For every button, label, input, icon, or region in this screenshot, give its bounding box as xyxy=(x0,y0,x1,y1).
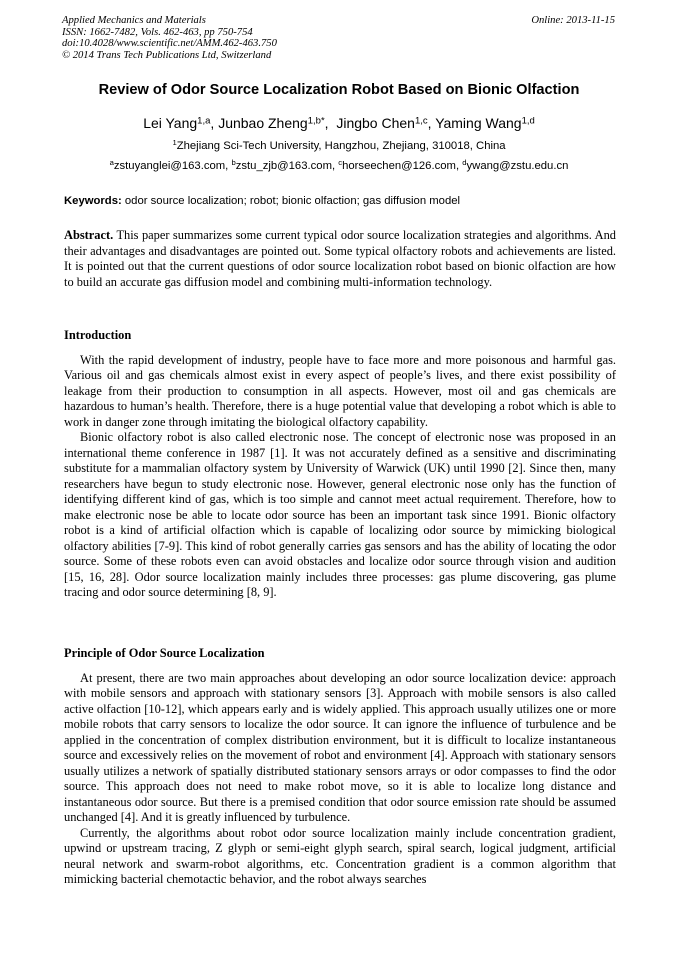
copyright-line: © 2014 Trans Tech Publications Ltd, Switzerland xyxy=(62,49,272,61)
paragraph: At present, there are two main approaches about developing an odor source localization device: approach with mobile sensors and approach with stationary sensors [3]. Approach with mobile sensors is also called active olfaction [10-12], which appears early and is widely applied. This approach usually utilizes one or more mobile robots that carry sensors to localize the odor source. It can ignore the influence of turbulence and be applied in the concentration of complex distribution environment, but it is difficult to localize instantaneous source and excessively relies on the movement of robot and environment [4]. Approach with stationary sensors usually utilizes a network of spatially distributed stationary sensors arrays or odor compasses to find the odor source. This approach does not need to make robot move, so it is able to localize long distance and instantaneous odor source. But there is a premised condition that odor source emission rate should be assumed unchanged [4]. And it is greatly influenced by turbulence. xyxy=(64,670,616,824)
affiliation: $^1$Zhejiang Sci-Tech University, Hangzhou, Zhejiang, 310018, China xyxy=(172,138,506,152)
abstract-label: Abstract. xyxy=(64,228,114,242)
email: $^a$zstuyanglei@163.com, xyxy=(109,158,232,172)
author-list xyxy=(40,115,638,131)
online-date: Online: 2013-11-15 xyxy=(531,15,615,26)
author: Junbao Zheng$^{1,b*}$, xyxy=(218,115,337,131)
keywords-text: odor source localization; robot; bionic olfaction; gas diffusion model xyxy=(121,195,461,207)
paragraph: Currently, the algorithms about robot odor source localization mainly include concentration gradient, upwind or upstream tracing, Z glyph or semi-eight glyph search, spiral search, logical judgment, artificial neural network and swarm-robot algorithms, etc. Concentration gradient is a common algorithm that mimicking bacterial chemotactic behavior, and the robot always searches xyxy=(64,825,616,886)
email: $^b$zstu_zjb@163.com, xyxy=(231,158,339,172)
author: Yaming Wang$^{1,d}$ xyxy=(435,115,535,131)
journal-name: Applied Mechanics and Materials xyxy=(62,15,206,26)
paragraph: Bionic olfactory robot is also called electronic nose. The concept of electronic nose was proposed in an international theme conference in 1987 [1]. It was not accurately defined as a sensitive and discriminating substitute for a mammalian olfactory system by University of Warwick (UK) until 1990 [2]. Since then, many researchers have begun to study electronic nose. However, general electronic nose only has the function of identifying different kind of gas, which is too simple and cannot meet actual requirement. Therefore, how to make electronic nose be able to locate odor source has been an important task since 1991. Bionic olfactory robot is a kind of artificial olfaction which is capable of localizing odor source by mimicking biological olfactory abilities [7-9]. This kind of robot generally carries gas sensors and has the ability of locating the odor source. Some of these robots even can avoid obstacles and localize odor source through vision and audition [15, 16, 28]. Odor source localization mainly includes three processes: gas plume discovering, gas plume tracing and odor source determining [8, 9]. xyxy=(64,430,616,599)
section-heading: Introduction xyxy=(64,328,132,342)
introduction-section xyxy=(64,328,616,601)
email: $^c$horseechen@126.com, xyxy=(338,158,463,172)
section-heading: Principle of Odor Source Localization xyxy=(64,646,265,660)
author: Jingbo Chen$^{1,c}$, xyxy=(336,115,436,131)
paragraph: With the rapid development of industry, people have to face more and more poisonous and harmful gas. Various oil and gas chemicals almost exist in every aspect of people’s lives, and there exist possibility of leakage from their production to consumption in all aspects. However, most oil and gas chemicals are hazardous to human’s health. Therefore, there is a huge potential value that developing a robot which is able to work in danger zone through imitating the biological olfactory capability. xyxy=(64,352,616,429)
abstract-text: This paper summarizes some current typical odor source localization strategies and algorithms. And their advantages and disadvantages are pointed out. Some typical olfactory robots and achievements are listed. It is pointed out that the current questions of odor source localization robot based on bionic olfaction are how to build an accurate gas diffusion model and combining multi-information technology. xyxy=(64,228,616,289)
email: $^d$ywang@zstu.edu.cn xyxy=(462,158,569,172)
abstract xyxy=(64,228,616,290)
journal-header xyxy=(62,15,615,61)
principle-section xyxy=(64,646,616,888)
keywords xyxy=(64,195,616,207)
doi-line: doi:10.4028/www.scientific.net/AMM.462-463.750 xyxy=(62,38,277,50)
issn-line: ISSN: 1662-7482, Vols. 462-463, pp 750-754 xyxy=(62,26,253,38)
author: Lei Yang$^{1,a}$, xyxy=(143,115,219,131)
email-list xyxy=(20,160,658,172)
paper-title: Review of Odor Source Localization Robot Based on Bionic Olfaction xyxy=(98,82,580,98)
keywords-label: Keywords: xyxy=(64,195,122,207)
